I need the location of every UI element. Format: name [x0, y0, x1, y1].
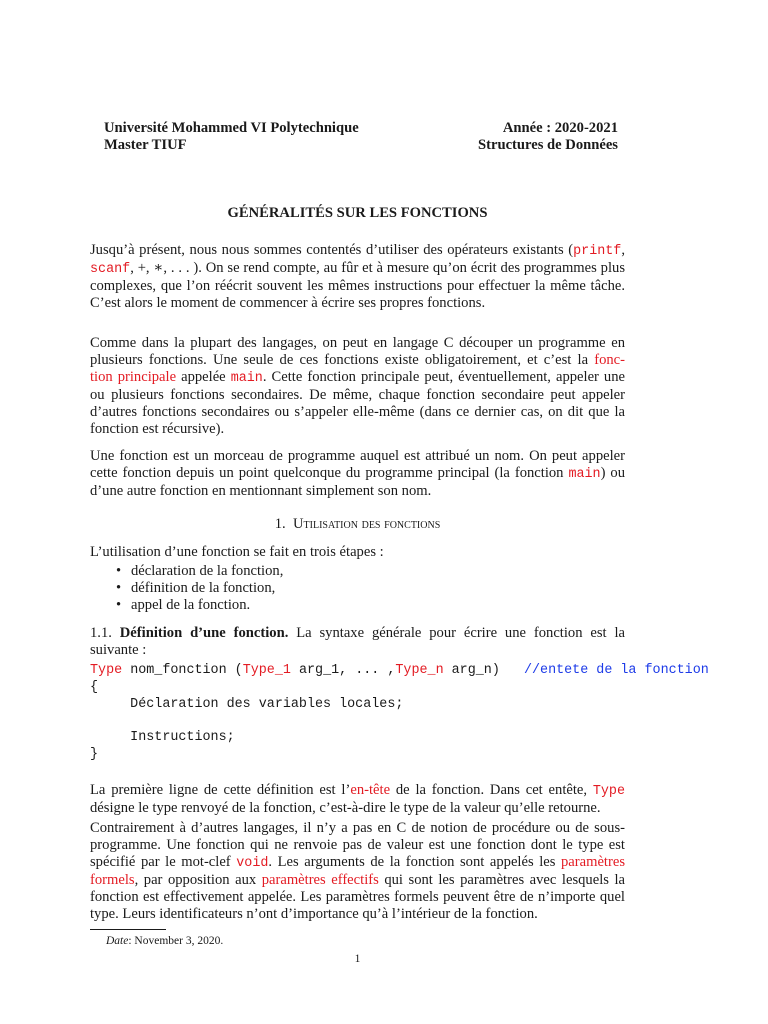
bullet-icon: •	[116, 597, 122, 613]
paragraph-text: fonction est effectivement appelée. Les paramètres formels peuvent être de n’importe quel	[90, 889, 625, 905]
printf-keyword: printf	[573, 244, 622, 259]
paragraph-text: Contrairement à d’autres langages, il n’y a pas en C de notion de procédure ou de sous-	[90, 820, 625, 836]
term-parametres-formels: formels	[90, 872, 135, 888]
intro-text: ,	[621, 242, 625, 258]
term-fonction-principale: tion principale	[90, 369, 177, 385]
paragraph-text: . Cette fonction principale peut, éventuellement, appeler une	[262, 369, 626, 385]
paragraph-parameters	[90, 820, 625, 923]
header-course: Structures de Données	[478, 137, 618, 153]
main-keyword: main	[568, 467, 601, 482]
term-en-tete: en-tête	[350, 782, 391, 798]
subsection-definition	[90, 625, 625, 659]
code-type: Type	[90, 663, 123, 678]
paragraph-text: appelée	[176, 369, 231, 385]
paragraph-main-function	[90, 335, 625, 438]
list-item	[116, 580, 283, 597]
header-university: Université Mohammed VI Polytechnique	[104, 120, 359, 136]
paragraph-text: désigne le type renvoyé de la fonction, c’est-à-dire le type de la valeur qu’elle retourne.	[90, 800, 601, 816]
paragraph-function-definition	[90, 448, 625, 500]
intro-text: , +, ∗, . . . ). On se rend compte, au fûr et à mesure qu’on écrit des programmes plus	[130, 260, 625, 276]
footnote-text: : November 3, 2020.	[128, 935, 224, 947]
term-fonction-principale: fonc-	[594, 352, 625, 368]
paragraph-text: Une fonction est un morceau de programme auquel est attribué un nom. On peut appeler	[90, 448, 625, 464]
code-open-brace: {	[90, 680, 99, 695]
paragraph-text: de la fonction. Dans cet entête,	[390, 782, 593, 798]
code-comment: //entete de la fonction	[523, 663, 709, 678]
code-type: Type_1	[242, 663, 291, 678]
paragraph-text: fonction est récursive).	[90, 421, 225, 437]
footnote-rule	[90, 929, 166, 930]
paragraph-text: . Les arguments de la fonction sont appelés les	[268, 854, 561, 870]
section-number: 1.	[274, 516, 286, 532]
scanf-keyword: scanf	[90, 262, 131, 277]
subsection-text: La syntaxe générale pour écrire une fonction est la	[296, 625, 625, 641]
code-arg: arg_n)	[443, 663, 524, 678]
page-number: 1	[354, 953, 361, 965]
type-keyword: Type	[592, 784, 625, 799]
code-instructions-line: Instructions;	[90, 730, 235, 745]
section-title: Utilisation des fonctions	[292, 516, 441, 532]
subsection-number: 1.1.	[90, 625, 112, 641]
paragraph-text: , par opposition aux	[134, 872, 262, 888]
list-item-text: appel de la fonction.	[131, 597, 251, 613]
code-type: Type_n	[395, 663, 444, 678]
paragraph-text: Comme dans la plupart des langages, on peut en langage C découper un programme en	[90, 335, 625, 351]
code-arg: arg_1, ... ,	[290, 663, 396, 678]
list-item-text: déclaration de la fonction,	[131, 563, 284, 579]
paragraph-text: spécifié par le mot-clef	[90, 854, 237, 870]
intro-text: Jusqu’à présent, nous nous sommes contentés d’utiliser des opérateurs existants (	[90, 242, 574, 258]
header-year: Année : 2020-2021	[502, 120, 618, 136]
steps-list	[116, 563, 283, 614]
paragraph-text: d’autres fonctions secondaires ou s’appeler elle-même (dans ce dernier cas, on dit que la	[90, 404, 625, 420]
paragraph-text: cette fonction depuis un point quelconque du programme principal (la fonction	[90, 465, 569, 481]
paragraph-text: plusieurs fonctions. Une seule de ces fonctions existe obligatoirement, et c’est la	[90, 352, 595, 368]
main-keyword: main	[230, 371, 263, 386]
term-parametres-effectifs: paramètres effectifs	[261, 872, 379, 888]
footnote	[106, 934, 223, 948]
paragraph-text: programme. Une fonction qui ne renvoie pas de valeur est une fonction dont le type est	[90, 837, 625, 853]
paragraph-text: ) ou	[600, 465, 626, 481]
header-master: Master TIUF	[104, 137, 187, 153]
paragraph-text: type. Leurs identificateurs n’ont d’importance qu’à l’intérieur de la fonction.	[90, 906, 538, 922]
subsection-title: Définition d’une fonction.	[119, 625, 289, 641]
bullet-icon: •	[116, 580, 122, 596]
void-keyword: void	[236, 856, 269, 871]
paragraph-text: qui sont les paramètres avec lesquels la	[378, 872, 626, 888]
code-signature-line	[90, 662, 709, 679]
term-parametres-formels: paramètres	[560, 854, 625, 870]
paragraph-header-explanation	[90, 782, 625, 817]
paragraph-text: La première ligne de cette définition est l’	[90, 782, 351, 798]
footnote-label: Date	[106, 935, 129, 947]
paragraph-text: d’une autre fonction en mentionnant simplement son nom.	[90, 483, 432, 499]
list-item	[116, 563, 283, 580]
page-title: GÉNÉRALITÉS SUR LES FONCTIONS	[227, 205, 488, 221]
list-item	[116, 597, 283, 614]
code-function-name: nom_fonction (	[122, 663, 243, 678]
intro-text: C’est alors le moment de commencer à écrire ses propres fonctions.	[90, 295, 486, 311]
bullet-icon: •	[116, 563, 122, 579]
code-close-brace: }	[90, 747, 99, 762]
intro-paragraph	[90, 242, 625, 312]
subsection-text: suivante :	[90, 642, 147, 658]
list-item-text: définition de la fonction,	[131, 580, 276, 596]
intro-text: complexes, que l’on réécrit souvent les mêmes instructions pour effectuer la même tâche.	[90, 278, 625, 294]
section-heading	[0, 516, 715, 533]
section-intro: L’utilisation d’une fonction se fait en trois étapes :	[90, 544, 384, 560]
paragraph-text: ou plusieurs fonctions secondaires. De même, chaque fonction secondaire peut appeler	[90, 387, 625, 403]
code-declaration-line: Déclaration des variables locales;	[90, 697, 404, 712]
